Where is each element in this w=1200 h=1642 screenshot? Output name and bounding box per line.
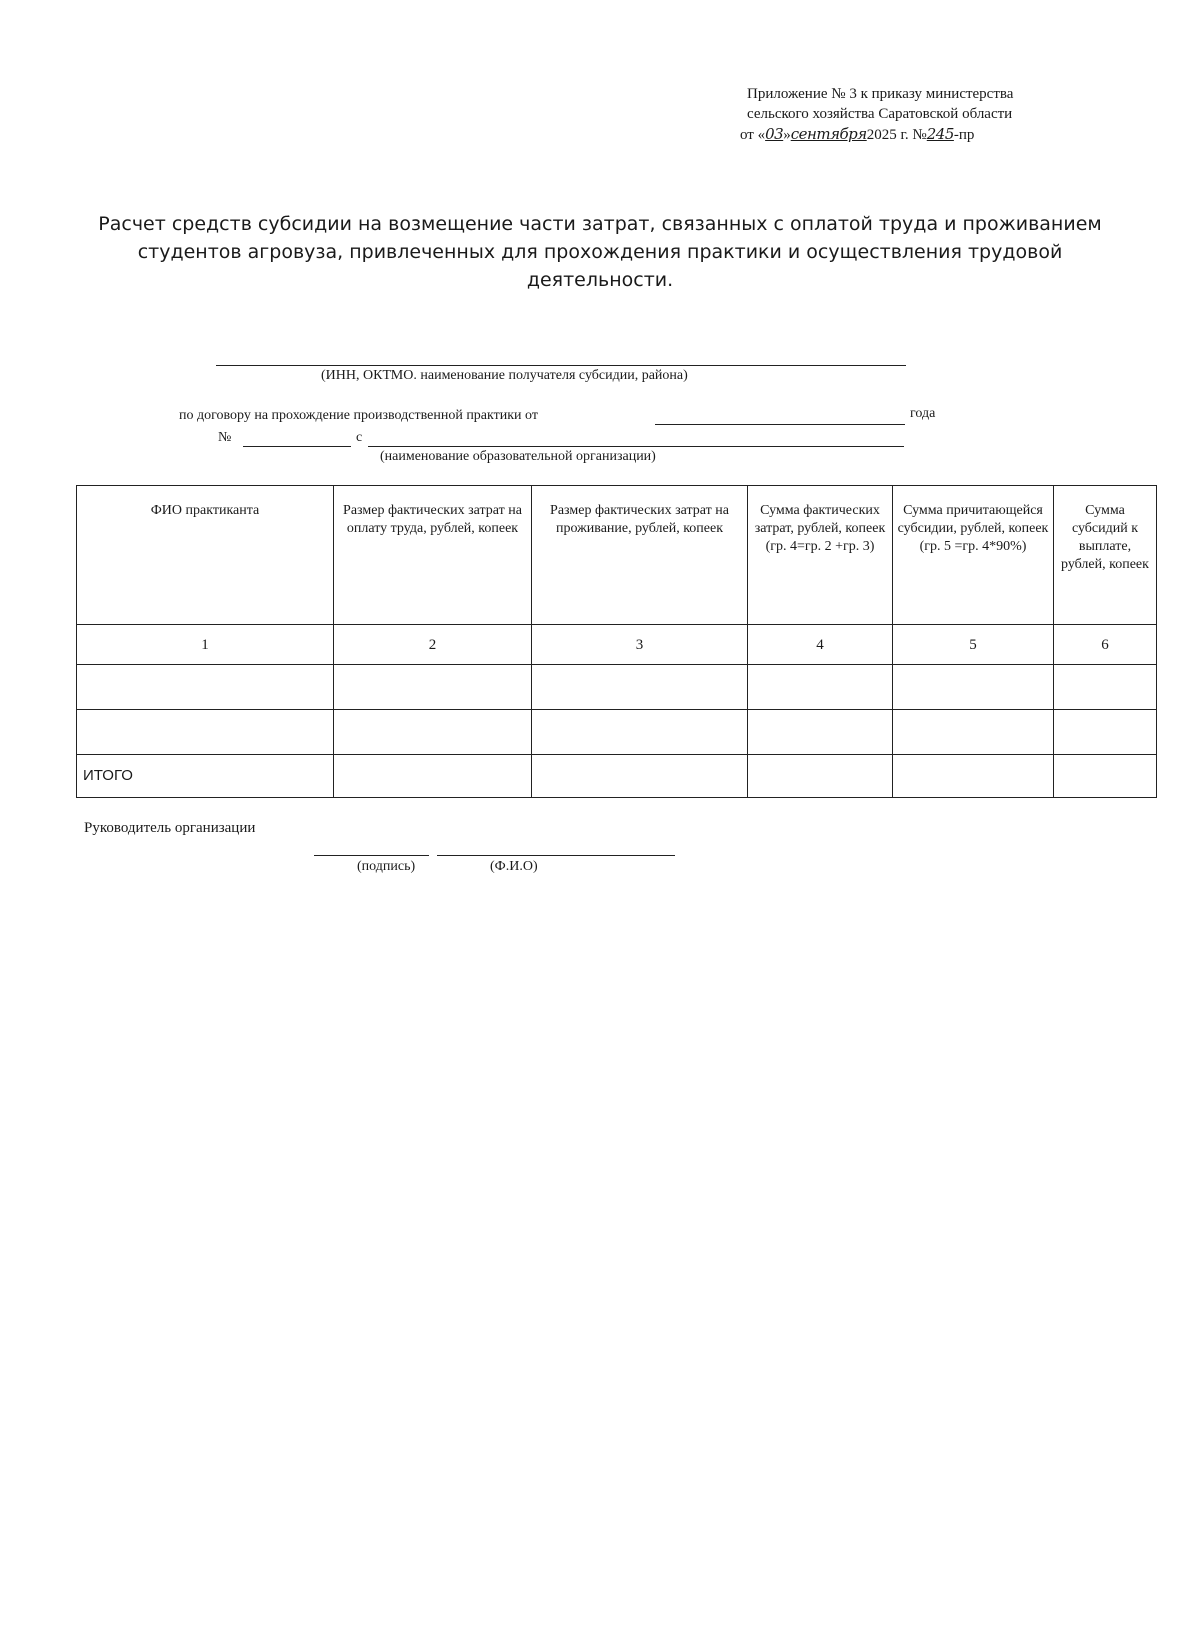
- contract-suffix: года: [910, 406, 936, 421]
- column-number: 2: [334, 625, 532, 665]
- table-row: [77, 665, 1157, 710]
- table-cell: [77, 710, 334, 755]
- table-cell: [334, 755, 532, 798]
- date-prefix: от «: [740, 127, 766, 143]
- order-suffix: -пр: [953, 127, 975, 143]
- name-caption: (Ф.И.О): [490, 859, 538, 874]
- column-number: 5: [893, 625, 1054, 665]
- appendix-line-1: Приложение № 3 к приказу министерства: [747, 86, 1014, 102]
- organization-line: [368, 446, 904, 447]
- order-number: 245: [926, 125, 954, 143]
- header-cell-labor-costs: Размер фактических затрат на оплату труда, рублей, копеек: [334, 486, 532, 625]
- table-cell: [893, 710, 1054, 755]
- table-cell: [532, 755, 748, 798]
- recipient-field-line: [216, 365, 906, 366]
- recipient-caption: (ИНН, ОКТМО. наименование получателя субсидии, района): [321, 368, 688, 383]
- table-cell: [77, 665, 334, 710]
- header-cell-payable-subsidy: Сумма субсидий к выплате, рублей, копеек: [1054, 486, 1157, 625]
- contract-number-line: [243, 446, 351, 447]
- signature-line: [314, 855, 429, 856]
- header-cell-fio: ФИО практиканта: [77, 486, 334, 625]
- table-cell: [748, 710, 893, 755]
- header-cell-total-costs: Сумма фактических затрат, рублей, копеек (гр. 4=гр. 2 +гр. 3): [748, 486, 893, 625]
- appendix-line-2: сельского хозяйства Саратовской области: [747, 106, 1013, 122]
- subsidy-table: [76, 485, 1157, 798]
- date-year: 2025 г. №: [866, 127, 927, 143]
- column-number: 1: [77, 625, 334, 665]
- contract-date-line: [655, 424, 905, 425]
- head-of-organization-label: Руководитель организации: [84, 820, 256, 836]
- table-cell: [532, 665, 748, 710]
- total-row: [77, 755, 1157, 798]
- page-title: Расчет средств субсидии на возмещение части затрат, связанных с оплатой труда и проживанием студентов агровуза, привлеченных для прохождения практики и осуществления трудовой деятельности.: [98, 213, 1102, 291]
- table-cell: [1054, 755, 1157, 798]
- contract-prefix: по договору на прохождение производственной практики от: [179, 408, 538, 423]
- column-number: 3: [532, 625, 748, 665]
- table-row: [77, 710, 1157, 755]
- table-header-row: [77, 486, 1157, 625]
- table-cell: [893, 665, 1054, 710]
- header-cell-due-subsidy: Сумма причитающейся субсидии, рублей, копеек (гр. 5 =гр. 4*90%): [893, 486, 1054, 625]
- date-day: 03: [765, 125, 784, 143]
- appendix-order-date: [740, 124, 974, 145]
- table-cell: [1054, 665, 1157, 710]
- date-month: сентября: [790, 125, 867, 143]
- column-number: 4: [748, 625, 893, 665]
- table-cell: [334, 710, 532, 755]
- table-cell: [334, 665, 532, 710]
- total-label: ИТОГО: [77, 755, 334, 798]
- table-cell: [893, 755, 1054, 798]
- header-cell-housing-costs: Размер фактических затрат на проживание, рублей, копеек: [532, 486, 748, 625]
- table-cell: [748, 755, 893, 798]
- column-number: 6: [1054, 625, 1157, 665]
- table-cell: [532, 710, 748, 755]
- column-number-row: [77, 625, 1157, 665]
- contract-number-label: №: [218, 430, 232, 445]
- signature-caption: (подпись): [357, 859, 416, 874]
- organization-caption: (наименование образовательной организации): [380, 449, 656, 464]
- contract-with-label: с: [356, 430, 363, 445]
- table-cell: [748, 665, 893, 710]
- name-line: [437, 855, 675, 856]
- table-cell: [1054, 710, 1157, 755]
- date-sep: »: [783, 127, 791, 143]
